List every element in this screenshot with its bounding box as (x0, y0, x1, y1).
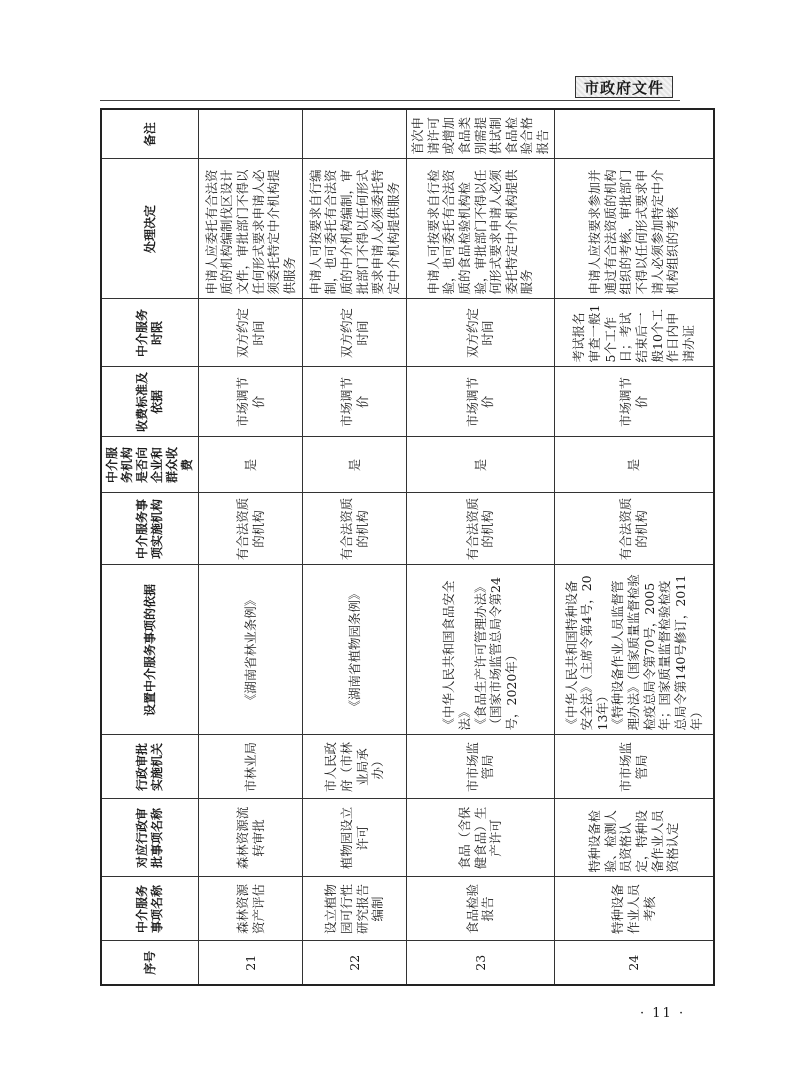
header-approval: 对应行政审批事项名称 (101, 799, 199, 877)
cell-no: 21 (199, 941, 303, 985)
cell-service: 森林资源资产评估 (199, 877, 303, 941)
intermediary-services-table (100, 108, 715, 986)
cell-service: 设立植物园可行性研究报告编制 (303, 877, 407, 941)
cell-authority: 市市场监管局 (407, 735, 555, 799)
header-service: 中介服务事项名称 (101, 877, 199, 941)
cell-approval: 植物园设立许可 (303, 799, 407, 877)
rotated-table-container (100, 110, 704, 986)
cell-basis (554, 565, 714, 735)
basis-line: 《中华人民共和国食品安全法》 (441, 580, 472, 731)
table-row (554, 109, 714, 985)
basis-line: 《中华人民共和国特种设备安全法》（主席令第4号，2013年） (563, 575, 610, 731)
header-decision: 处理决定 (101, 159, 199, 299)
cell-time: 考试报名审查一般15个工作日；考试结束后一般10个工作日内申请办证 (554, 299, 714, 367)
cell-decision: 申请人应委托有合法资质的机构编制伐区设计文件，审批部门不得以任何形式要求申请人必须委托特定中介机构提供服务 (199, 159, 303, 299)
cell-service: 特种设备作业人员考核 (554, 877, 714, 941)
cell-remark (303, 109, 407, 159)
basis-line: 《湖南省植物园条例》 (346, 587, 362, 713)
cell-fee: 市场调节价 (199, 367, 303, 437)
cell-time: 双方约定时间 (303, 299, 407, 367)
cell-authority: 市人民政府（市林业局承办） (303, 735, 407, 799)
header-no: 序号 (101, 941, 199, 985)
cell-basis (407, 565, 555, 735)
cell-charge: 是 (303, 437, 407, 493)
cell-service: 食品检验报告 (407, 877, 555, 941)
cell-fee: 市场调节价 (407, 367, 555, 437)
cell-authority: 市林业局 (199, 735, 303, 799)
header-charge: 中介服务机构是否向企业和群众收费 (101, 437, 199, 493)
cell-fee: 市场调节价 (303, 367, 407, 437)
cell-approval: 森林资源流转审批 (199, 799, 303, 877)
cell-no: 22 (303, 941, 407, 985)
cell-remark: 首次申请许可或增加食品类别需提供试制食品检验合格报告 (407, 109, 555, 159)
cell-no: 24 (554, 941, 714, 985)
table-row (303, 109, 407, 985)
basis-line: 《食品生产许可管理办法》（国家市场监管总局令第24号，2020年） (472, 577, 519, 731)
cell-decision: 申请人可按要求自行编制，也可委托有合法资质的中介机构编制，审批部门不得以任何形式要求申请人必须委托特定中介机构提供服务 (303, 159, 407, 299)
cell-no: 23 (407, 941, 555, 985)
cell-remark (199, 109, 303, 159)
header-time: 中介服务时限 (101, 299, 199, 367)
basis-line: 《湖南省林业条例》 (242, 593, 258, 707)
cell-charge: 是 (199, 437, 303, 493)
cell-approval: 特种设备检验、检测人员资格认定，特种设备作业人员资格认定 (554, 799, 714, 877)
cell-basis (303, 565, 407, 735)
cell-basis (199, 565, 303, 735)
cell-authority: 市市场监管局 (554, 735, 714, 799)
table-header-row (101, 109, 199, 985)
cell-institution: 有合法资质的机构 (199, 493, 303, 565)
cell-charge: 是 (554, 437, 714, 493)
cell-remark (554, 109, 714, 159)
cell-institution: 有合法资质的机构 (554, 493, 714, 565)
table-row (199, 109, 303, 985)
rotated-table-frame (100, 110, 704, 986)
page-number: · 11 · (640, 1006, 686, 1021)
table-row (407, 109, 555, 985)
basis-line: 《特种设备作业人员监督管理办法》（国家质量监督检验检疫总局令第70号，2005年；国家质量监督检验检疫总局令第140号修订，2011年） (610, 574, 704, 731)
header-remark: 备注 (101, 109, 199, 159)
header-basis: 设置中介服务事项的依据 (101, 565, 199, 735)
cell-time: 双方约定时间 (199, 299, 303, 367)
cell-institution: 有合法资质的机构 (303, 493, 407, 565)
header-fee: 收费标准及依据 (101, 367, 199, 437)
cell-charge: 是 (407, 437, 555, 493)
cell-fee: 市场调节价 (554, 367, 714, 437)
cell-decision: 申请人应按要求参加并通过有合法资质的机构组织的考核，审批部门不得以任何形式要求申请人必须参加特定中介机构组织的考核 (554, 159, 714, 299)
header-institution: 中介服务事项实施机构 (101, 493, 199, 565)
cell-approval: 食品（含保健食品）生产许可 (407, 799, 555, 877)
header-divider (100, 100, 680, 101)
cell-institution: 有合法资质的机构 (407, 493, 555, 565)
cell-time: 双方约定时间 (407, 299, 555, 367)
document-header-tag: 市政府文件 (575, 76, 673, 98)
cell-decision: 申请人可按要求自行检验，也可委托有合法资质的食品检验机构检验，审批部门不得以任何形式要求申请人必须委托特定中介机构提供服务 (407, 159, 555, 299)
header-authority: 行政审批实施机关 (101, 735, 199, 799)
